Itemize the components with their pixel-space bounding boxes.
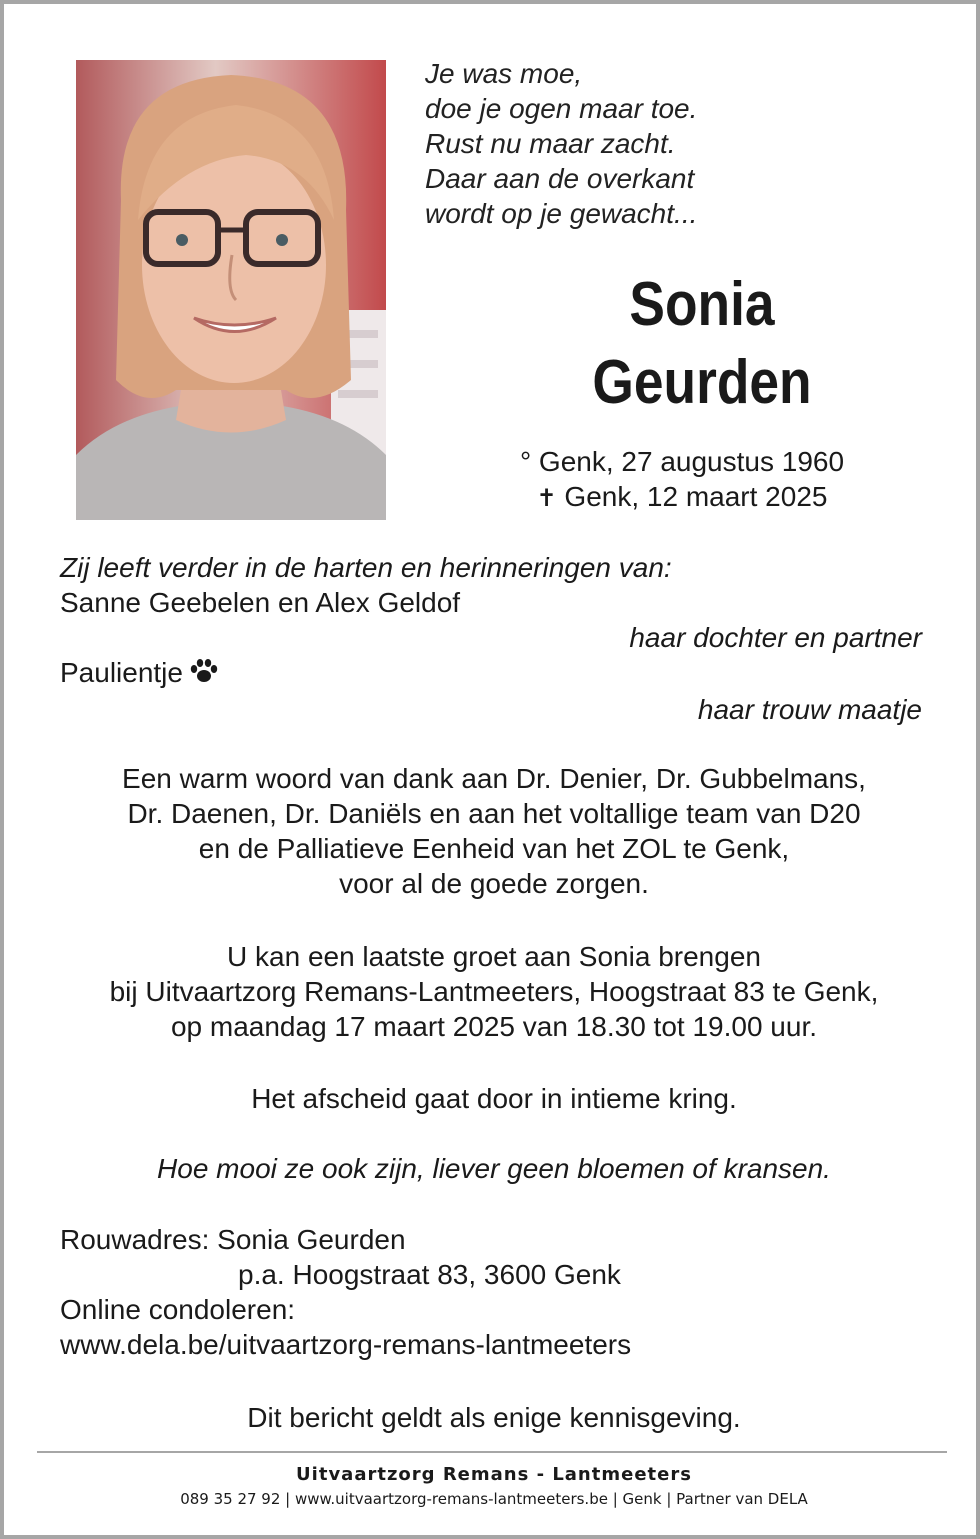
survivors-list [60, 550, 922, 727]
thanks-paragraph [44, 761, 944, 901]
flowers-request: Hoe mooi ze ook zijn, liever geen bloemen of kransen. [157, 1153, 831, 1184]
death-line [452, 479, 912, 516]
death-date: Genk, 12 maart 2025 [564, 481, 828, 512]
visitation-line: bij Uitvaartzorg Remans-Lantmeeters, Hoogstraat 83 te Genk, [109, 976, 879, 1007]
portrait-photo [76, 60, 386, 520]
portrait-illustration [76, 60, 386, 520]
deceased-name [513, 266, 891, 422]
birth-symbol: ° [519, 446, 532, 477]
visitation-line: op maandag 17 maart 2025 van 18.30 tot 19.00 uur. [170, 1011, 818, 1042]
cross-icon: ✝ [536, 485, 557, 512]
footer-divider [37, 1451, 947, 1453]
thanks-line: en de Palliatieve Eenheid van het ZOL te Genk, [198, 833, 790, 864]
visitation-line: U kan een laatste groet aan Sonia brengen [227, 941, 761, 972]
birth-line [452, 444, 912, 479]
first-name: Sonia [629, 270, 775, 339]
poem-line: Rust nu maar zacht. [425, 128, 676, 159]
farewell-text: Het afscheid gaat door in intieme kring. [251, 1083, 737, 1114]
condolences-label: Online condoleren: [60, 1294, 296, 1325]
paw-icon [189, 657, 219, 692]
thanks-line: Dr. Daenen, Dr. Daniëls en aan het voltallige team van D20 [127, 798, 861, 829]
life-dates [452, 444, 912, 516]
birth-date: Genk, 27 augustus 1960 [538, 446, 845, 477]
mourning-address: Rouwadres: Sonia Geurden [60, 1224, 406, 1255]
poem-line: wordt op je gewacht... [425, 198, 698, 229]
poem-line: doe je ogen maar toe. [425, 93, 698, 124]
last-name: Geurden [592, 348, 812, 417]
street-address: p.a. Hoogstraat 83, 3600 Genk [238, 1259, 621, 1290]
thanks-line: Een warm woord van dank aan Dr. Denier, Dr. Gubbelmans, [122, 763, 866, 794]
notice-text: Dit bericht geldt als enige kennisgeving. [247, 1402, 741, 1433]
survivors-intro: Zij leeft verder in de harten en herinneringen van: [60, 552, 672, 583]
survivor-relation: haar dochter en partner [629, 622, 922, 653]
condolences-link[interactable]: www.dela.be/uitvaartzorg-remans-lantmeeters [60, 1329, 632, 1360]
poem-line: Daar aan de overkant [425, 163, 695, 194]
poem [425, 56, 945, 231]
funeral-home-contact: 089 35 27 92 | www.uitvaartzorg-remans-lantmeeters.be | Genk | Partner van DELA [180, 1490, 808, 1508]
address-block [60, 1222, 940, 1362]
thanks-line: voor al de goede zorgen. [339, 868, 649, 899]
survivor-relation: haar trouw maatje [697, 694, 922, 725]
visitation-paragraph [44, 939, 944, 1044]
survivor-name-row [60, 655, 922, 692]
poem-line: Je was moe, [425, 58, 583, 89]
funeral-home-name: Uitvaartzorg Remans - Lantmeeters [296, 1464, 692, 1485]
survivor-name: Paulientje [60, 657, 183, 688]
survivor-name: Sanne Geebelen en Alex Geldof [60, 587, 461, 618]
